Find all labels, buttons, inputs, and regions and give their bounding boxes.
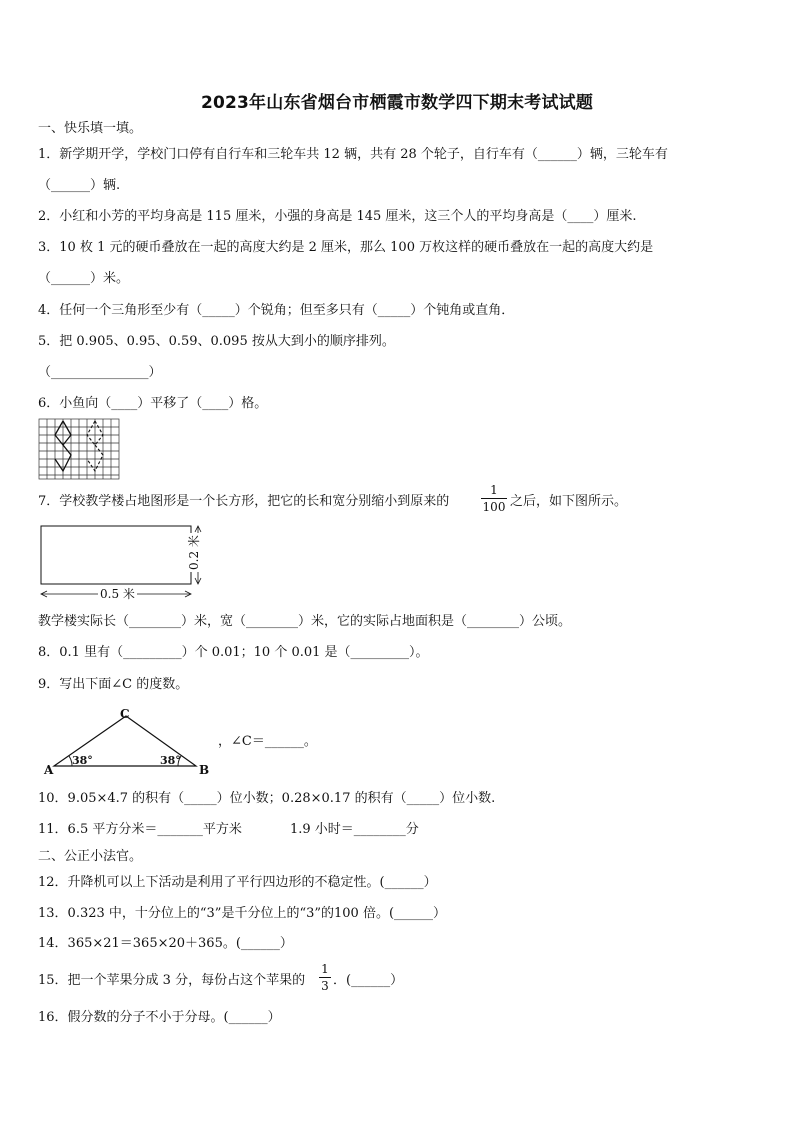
question-1-line-2: （______）辆. xyxy=(38,178,121,193)
fraction-denominator: 3 xyxy=(321,979,329,993)
question-13: 13．0.323 中，十分位上的“3”是千分位上的“3”的100 倍。(______） xyxy=(38,906,447,921)
question-9-answer: ，∠C＝______。 xyxy=(218,734,317,749)
question-5-answer-blank: （_______________） xyxy=(38,365,162,380)
vertex-c-label: C xyxy=(120,707,130,721)
fraction-one-hundredth xyxy=(481,483,507,514)
question-11-part-a: 11．6.5 平方分米＝_______平方米 xyxy=(38,822,242,837)
question-4: 4．任何一个三角形至少有（_____）个锐角；但至多只有（_____）个钝角或直角． xyxy=(38,303,515,318)
question-10: 10．9.05×4.7 的积有（_____）位小数；0.28×0.17 的积有（_____）位小数. xyxy=(38,791,496,806)
question-11-part-b: 1.9 小时＝________分 xyxy=(290,822,419,837)
section-2-heading: 二、公正小法官。 xyxy=(38,849,143,864)
page-title: 2023年山东省烟台市栖霞市数学四下期末考试试题 xyxy=(200,93,594,113)
fraction-denominator: 100 xyxy=(482,500,506,514)
question-1-line-1: 1．新学期开学，学校门口停有自行车和三轮车共 12 辆，共有 28 个轮子，自行车有（______）辆，三轮车有 xyxy=(38,147,668,162)
question-15-text-a: 15．把一个苹果分成 3 分，每份占这个苹果的 xyxy=(38,973,306,988)
question-2: 2．小红和小芳的平均身高是 115 厘米，小强的身高是 145 厘米，这三个人的平均身高是（____）厘米. xyxy=(38,209,637,224)
width-label: 0.5 米 xyxy=(100,587,135,601)
angle-a-label: 38° xyxy=(72,754,93,767)
question-5-line-1: 5．把 0.905、0.95、0.59、0.095 按从大到小的顺序排列。 xyxy=(38,334,395,349)
vertex-a-label: A xyxy=(44,763,54,777)
question-6: 6．小鱼向（____）平移了（____）格。 xyxy=(38,396,268,411)
section-1-heading: 一、快乐填一填。 xyxy=(38,121,143,136)
fraction-numerator: 1 xyxy=(490,483,498,497)
vertex-b-label: B xyxy=(199,763,210,777)
question-7-text-b: 之后，如下图所示。 xyxy=(510,494,628,509)
question-9: 9．写出下面∠C 的度数。 xyxy=(38,677,189,692)
fraction-numerator: 1 xyxy=(321,962,329,976)
question-12: 12．升降机可以上下活动是利用了平行四边形的不稳定性。(______） xyxy=(38,875,437,890)
fish-grid-figure xyxy=(38,418,120,480)
question-14: 14．365×21＝365×20＋365。(______） xyxy=(38,936,293,951)
fraction-one-third xyxy=(319,962,331,993)
question-3-line-2: （______）米。 xyxy=(38,271,130,286)
angle-b-label: 38° xyxy=(160,754,181,767)
question-7-answer: 教学楼实际长（________）米，宽（________）米，它的实际占地面积是（________）公顷。 xyxy=(38,614,572,629)
question-3-line-1: 3．10 枚 1 元的硬币叠放在一起的高度大约是 2 厘米，那么 100 万枚这样的硬币叠放在一起的高度大约是 xyxy=(38,240,654,255)
question-15-text-b: ．(______） xyxy=(333,973,404,988)
question-7-text-a: 7．学校教学楼占地图形是一个长方形，把它的长和宽分别缩小到原来的 xyxy=(38,494,450,509)
question-8: 8．0.1 里有（_________）个 0.01；10 个 0.01 是（_________）。 xyxy=(38,645,429,660)
question-16: 16．假分数的分子不小于分母。(______） xyxy=(38,1010,281,1025)
height-label: 0.2 米 xyxy=(187,535,201,570)
